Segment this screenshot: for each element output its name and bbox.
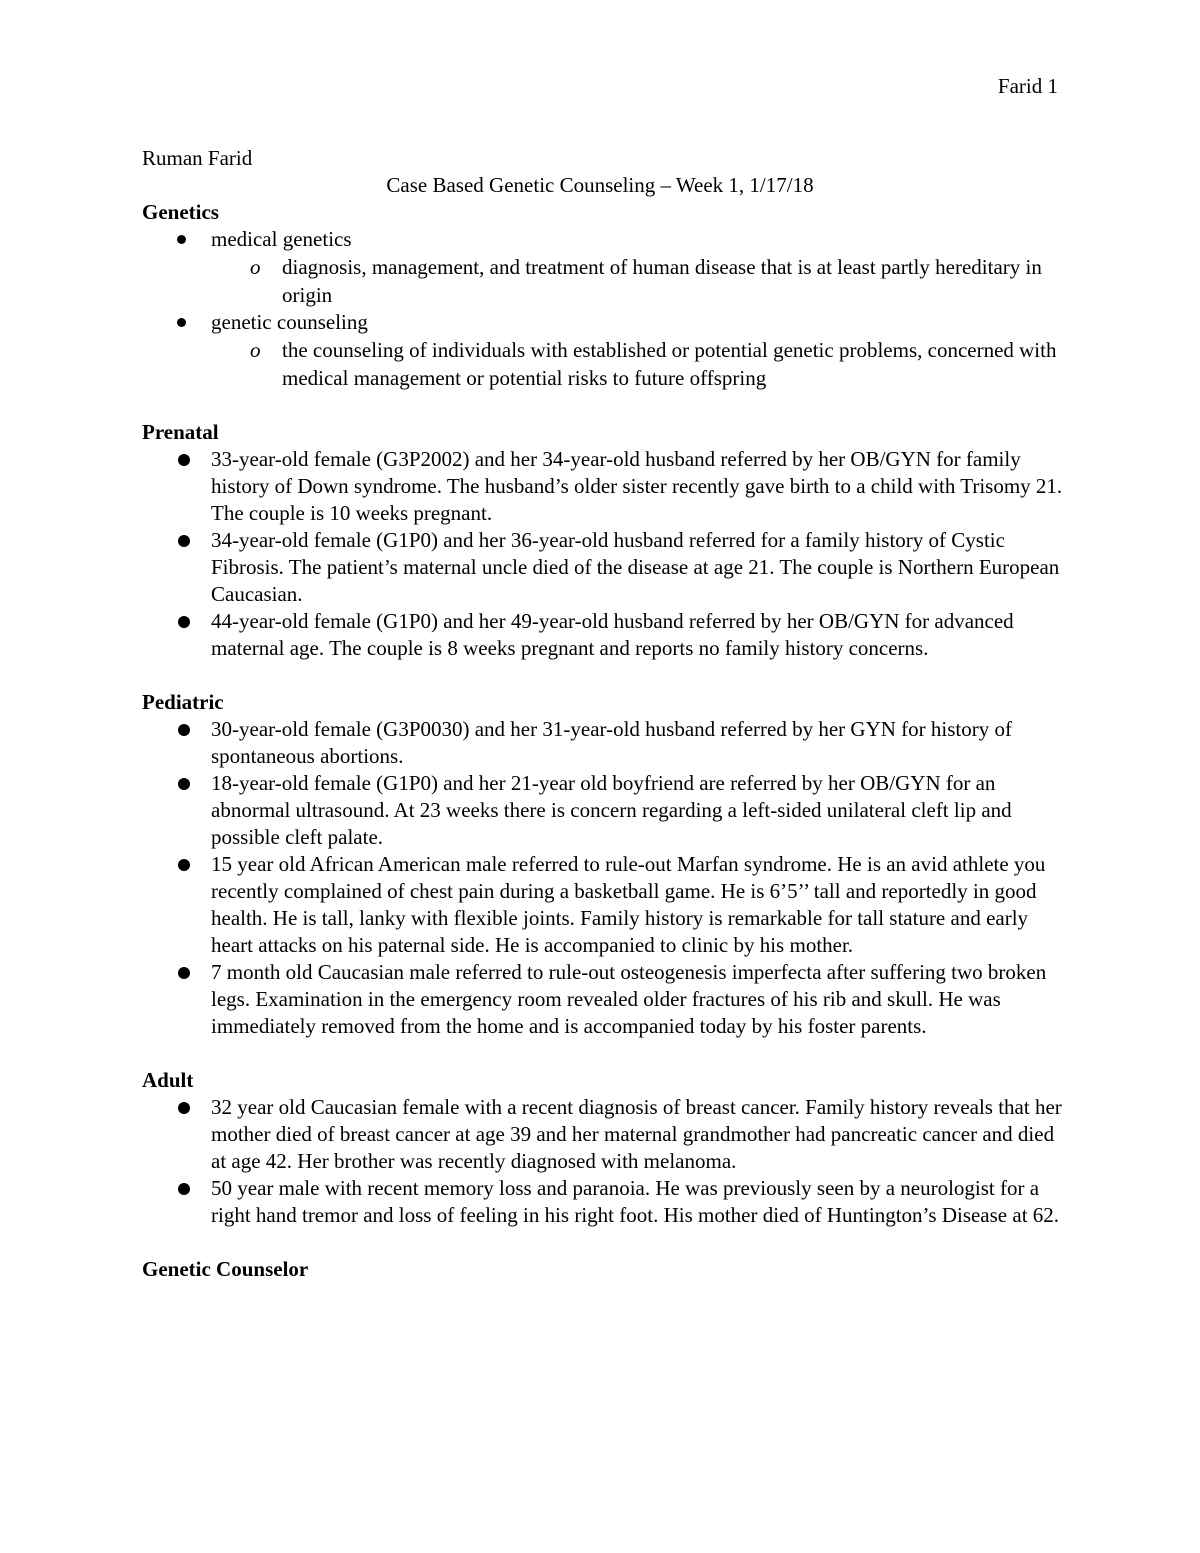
case-text: 33-year-old female (G3P2002) and her 34-year-old husband referred by her OB/GYN for family history of Down syndrome. The husband’s older sister recently gave birth to a child with Trisomy 21. The couple is 10 weeks pregnant. <box>211 447 1063 525</box>
section-heading-pediatric: Pediatric <box>142 690 224 714</box>
sub-list-item-text: the counseling of individuals with established or potential genetic problems, concerned with medical management or potential risks to future offspring <box>282 338 1057 390</box>
section-heading-prenatal: Prenatal <box>142 420 219 444</box>
document-body <box>142 145 1067 1283</box>
list-item <box>142 527 1067 608</box>
sub-list-item <box>142 253 1067 309</box>
case-text: 50 year male with recent memory loss and paranoia. He was previously seen by a neurologist for a right hand tremor and loss of feeling in his right foot. His mother died of Huntington’s Disease at 62. <box>211 1176 1060 1227</box>
section-genetics <box>142 199 1067 392</box>
section-heading-genetics: Genetics <box>142 200 219 224</box>
list-item <box>142 716 1067 770</box>
list-item <box>142 851 1067 959</box>
section-heading-genetic-counselor: Genetic Counselor <box>142 1257 309 1281</box>
bullet-icon <box>178 967 190 979</box>
bullet-icon <box>178 535 190 547</box>
bullet-icon <box>177 318 186 327</box>
section-pediatric <box>142 689 1067 1040</box>
section-adult <box>142 1067 1067 1229</box>
list-item-text: medical genetics <box>211 227 352 251</box>
author-name: Ruman Farid <box>142 146 253 170</box>
bullet-icon <box>178 778 190 790</box>
list-item <box>142 770 1067 851</box>
bullet-icon <box>178 1183 190 1195</box>
list-item <box>142 309 1067 392</box>
list-item <box>142 1175 1067 1229</box>
pediatric-list <box>142 716 1067 1040</box>
sub-list-item-text: diagnosis, management, and treatment of human disease that is at least partly hereditary in origin <box>282 255 1042 307</box>
bullet-icon <box>178 454 190 466</box>
list-item <box>142 959 1067 1040</box>
adult-list <box>142 1094 1067 1229</box>
genetics-list <box>142 226 1067 392</box>
case-text: 15 year old African American male referred to rule-out Marfan syndrome. He is an avid athlete you recently complained of chest pain during a basketball game. He is 6’5’’ tall and reportedly in good health. He is tall, lanky with flexible joints. Family history is remarkable for tall stature and early heart attacks on his paternal side. He is accompanied to clinic by his mother. <box>211 852 1046 957</box>
case-text: 30-year-old female (G3P0030) and her 31-year-old husband referred by her GYN for history of spontaneous abortions. <box>211 717 1012 768</box>
bullet-icon <box>178 1102 190 1114</box>
list-item-text: genetic counseling <box>211 310 368 334</box>
bullet-icon <box>177 235 186 244</box>
section-prenatal <box>142 419 1067 662</box>
document-title: Case Based Genetic Counseling – Week 1, 1/17/18 <box>386 173 814 197</box>
spacer <box>142 1229 1067 1256</box>
section-genetic-counselor <box>142 1256 1067 1283</box>
circle-bullet-icon: o <box>250 338 261 362</box>
spacer <box>142 392 1067 419</box>
sub-list-item <box>142 336 1067 392</box>
sub-list <box>142 336 1067 392</box>
case-text: 7 month old Caucasian male referred to rule-out osteogenesis imperfecta after suffering two broken legs. Examination in the emergency room revealed older fractures of his rib and skull. He was immediately removed from the home and is accompanied today by his foster parents. <box>211 960 1047 1038</box>
spacer <box>142 662 1067 689</box>
circle-bullet-icon: o <box>250 255 261 279</box>
section-heading-adult: Adult <box>142 1068 194 1092</box>
bullet-icon <box>178 859 190 871</box>
bullet-icon <box>178 724 190 736</box>
list-item <box>142 226 1067 309</box>
page-header: Farid 1 <box>997 74 1058 98</box>
case-text: 34-year-old female (G1P0) and her 36-year-old husband referred for a family history of Cystic Fibrosis. The patient’s maternal uncle died of the disease at age 21. The couple is Northern European Caucasian. <box>211 528 1060 606</box>
list-item <box>142 1094 1067 1175</box>
list-item <box>142 446 1067 527</box>
list-item <box>142 608 1067 662</box>
bullet-icon <box>178 616 190 628</box>
case-text: 18-year-old female (G1P0) and her 21-year old boyfriend are referred by her OB/GYN for an abnormal ultrasound. At 23 weeks there is concern regarding a left-sided unilateral cleft lip and possible cleft palate. <box>211 771 1012 849</box>
case-text: 32 year old Caucasian female with a recent diagnosis of breast cancer. Family history reveals that her mother died of breast cancer at age 39 and her maternal grandmother had pancreatic cancer and died at age 42. Her brother was recently diagnosed with melanoma. <box>211 1095 1062 1173</box>
case-text: 44-year-old female (G1P0) and her 49-year-old husband referred by her OB/GYN for advanced maternal age. The couple is 8 weeks pregnant and reports no family history concerns. <box>211 609 1014 660</box>
sub-list <box>142 253 1067 309</box>
spacer <box>142 1040 1067 1067</box>
prenatal-list <box>142 446 1067 662</box>
